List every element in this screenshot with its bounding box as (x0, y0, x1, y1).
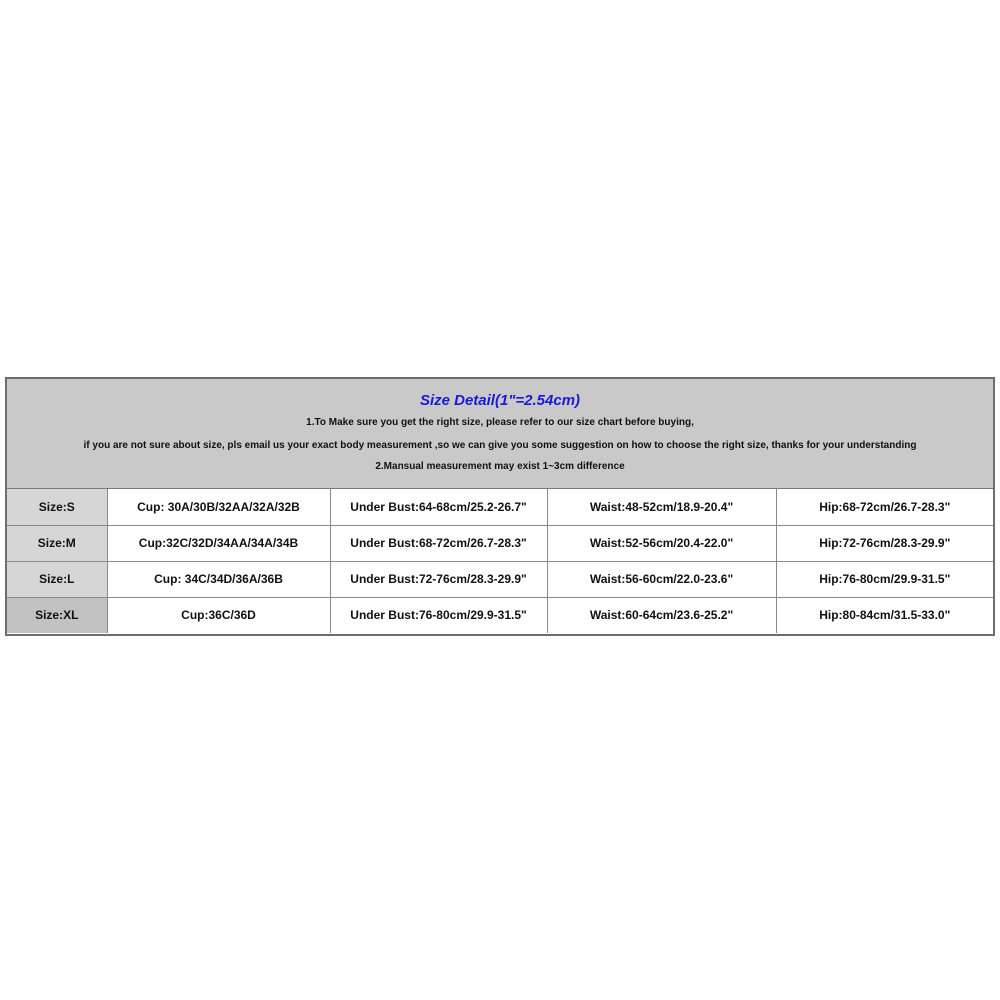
table-row (7, 525, 993, 561)
table-row (7, 561, 993, 597)
size-chart-title: Size Detail(1"=2.54cm) (419, 392, 581, 409)
under-bust-cell: Under Bust:68-72cm/26.7-28.3" (330, 525, 547, 561)
cup-cell: Cup:36C/36D (107, 597, 330, 633)
hip-cell: Hip:68-72cm/26.7-28.3" (776, 489, 993, 525)
size-note-2: if you are not sure about size, pls email us your exact body measurement ,so we can give you some suggestion on how to choose the right size, thanks for your understanding (83, 440, 917, 451)
size-note-3: 2.Mansual measurement may exist 1~3cm difference (375, 461, 625, 472)
hip-cell: Hip:72-76cm/28.3-29.9" (776, 525, 993, 561)
size-label: Size:XL (7, 597, 107, 633)
size-table (7, 489, 993, 633)
under-bust-cell: Under Bust:72-76cm/28.3-29.9" (330, 561, 547, 597)
size-note-1: 1.To Make sure you get the right size, please refer to our size chart before buying, (306, 417, 694, 428)
size-chart-header (7, 379, 993, 489)
waist-cell: Waist:56-60cm/22.0-23.6" (547, 561, 776, 597)
cup-cell: Cup: 30A/30B/32AA/32A/32B (107, 489, 330, 525)
hip-cell: Hip:76-80cm/29.9-31.5" (776, 561, 993, 597)
under-bust-cell: Under Bust:64-68cm/25.2-26.7" (330, 489, 547, 525)
table-row (7, 489, 993, 525)
size-chart (5, 377, 995, 636)
cup-cell: Cup: 34C/34D/36A/36B (107, 561, 330, 597)
cup-cell: Cup:32C/32D/34AA/34A/34B (107, 525, 330, 561)
waist-cell: Waist:60-64cm/23.6-25.2" (547, 597, 776, 633)
waist-cell: Waist:52-56cm/20.4-22.0" (547, 525, 776, 561)
size-label: Size:L (7, 561, 107, 597)
under-bust-cell: Under Bust:76-80cm/29.9-31.5" (330, 597, 547, 633)
hip-cell: Hip:80-84cm/31.5-33.0" (819, 608, 951, 623)
size-label: Size:M (7, 525, 107, 561)
table-row (7, 597, 993, 633)
size-label: Size:S (7, 489, 107, 525)
waist-cell: Waist:48-52cm/18.9-20.4" (547, 489, 776, 525)
